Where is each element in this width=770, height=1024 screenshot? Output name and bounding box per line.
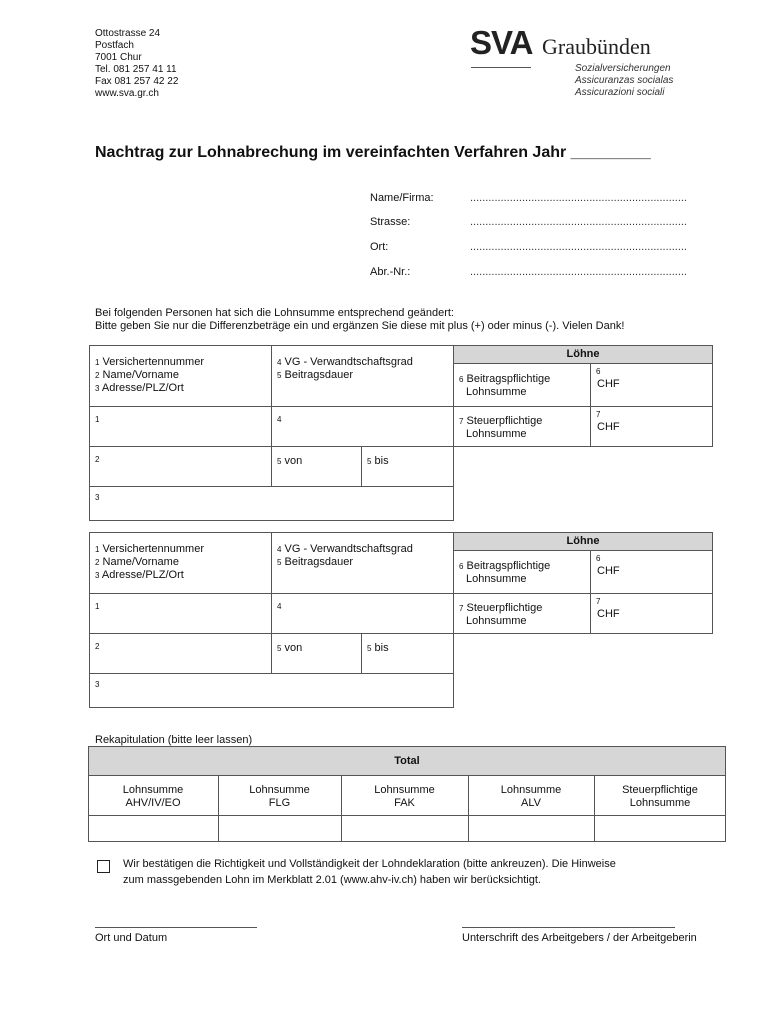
header-adresse: Adresse/PLZ/Ort	[101, 569, 184, 581]
abr-field[interactable]: .......................................................................	[470, 266, 687, 278]
header-name: Name/Vorname	[102, 369, 179, 381]
steuer-line-2: Lohnsumme	[466, 615, 527, 627]
bis-label: bis	[374, 455, 389, 467]
sup-3: 3	[95, 384, 100, 393]
cell-2-label: 2	[95, 455, 100, 464]
steuer-chf-input[interactable]: CHF	[597, 421, 620, 433]
header-beitragsdauer: Beitragsdauer	[284, 369, 354, 381]
confirm-checkbox[interactable]	[97, 860, 110, 873]
header-versichertennummer: Versichertennummer	[102, 543, 205, 555]
beitrag-line-2: Lohnsumme	[466, 386, 527, 398]
beitragspflichtige-label	[459, 560, 550, 586]
steuerpflichtige-label	[459, 602, 542, 628]
recap-col-flg-l2: FLG	[268, 797, 291, 809]
col-divider	[361, 633, 362, 673]
recap-col-fak-l1: Lohnsumme	[374, 784, 435, 796]
address-postbox: Postfach	[95, 40, 134, 51]
intro-line-1: Bei folgenden Personen hat sich die Lohnsumme entsprechend geändert:	[95, 307, 454, 319]
logo-mark: SVA	[470, 24, 533, 61]
recap-col-flg-l1: Lohnsumme	[249, 784, 310, 796]
address-web: www.sva.gr.ch	[95, 88, 159, 99]
intro-line-2: Bitte geben Sie nur die Differenzbeträge ein und ergänzen Sie diese mit plus (+) oder minus (-). Vielen Dank!	[95, 320, 625, 332]
person-block-1	[89, 345, 713, 521]
address-street: Ottostrasse 24	[95, 28, 161, 39]
recap-total-header: Total	[89, 747, 725, 776]
cell-3-label: 3	[95, 493, 100, 502]
city-label: Ort:	[370, 241, 389, 253]
steuer-line-1: Steuerpflichtige	[466, 602, 543, 614]
confirm-text	[123, 856, 616, 888]
name-input[interactable]	[90, 447, 270, 485]
von-cell[interactable]	[277, 642, 302, 655]
header-right	[277, 356, 413, 382]
name-label: Name/Firma:	[370, 192, 434, 204]
recap-col-fak-l2: FAK	[394, 797, 415, 809]
sup-1: 1	[95, 545, 100, 554]
row-divider	[453, 593, 713, 594]
sup-6: 6	[459, 562, 464, 571]
recap-col-steuer-l2: Lohnsumme	[629, 797, 691, 809]
beitragspflichtige-label	[459, 373, 550, 399]
header-left	[95, 543, 204, 582]
beitrag-chf-input[interactable]: CHF	[597, 378, 620, 390]
bis-cell[interactable]	[367, 642, 389, 655]
recap-ahv-input[interactable]	[89, 816, 218, 841]
sup-2: 2	[95, 558, 100, 567]
col-divider	[361, 446, 362, 486]
cell-4-label: 4	[277, 602, 282, 611]
sup-5: 5	[277, 371, 282, 380]
sup-6: 6	[459, 375, 464, 384]
abr-label: Abr.-Nr.:	[370, 266, 411, 278]
recap-col-alv-l2: ALV	[521, 797, 541, 809]
logo-name: Graubünden	[542, 34, 651, 59]
von-label: von	[284, 642, 303, 654]
loehne-header: Löhne	[454, 346, 712, 364]
header-versichertennummer: Versichertennummer	[102, 356, 205, 368]
bis-cell[interactable]	[367, 455, 389, 468]
row-divider	[453, 406, 713, 407]
recap-col-alv-l1: Lohnsumme	[500, 784, 562, 796]
beitrag-line-1: Beitragspflichtige	[466, 373, 551, 385]
von-label: von	[284, 455, 303, 467]
steuer-line-1: Steuerpflichtige	[466, 415, 543, 427]
loehne-header: Löhne	[454, 533, 712, 551]
cell-2-label: 2	[95, 642, 100, 651]
recap-col-alv	[468, 784, 594, 810]
header-adresse: Adresse/PLZ/Ort	[101, 382, 184, 394]
confirm-line-1: Wir bestätigen die Richtigkeit und Vollständigkeit der Lohndeklaration (bitte ankreuzen). Die Hinweise	[123, 858, 616, 870]
von-cell[interactable]	[277, 455, 302, 468]
recap-fak-input[interactable]	[342, 816, 468, 841]
steuer-line-2: Lohnsumme	[466, 428, 527, 440]
address-tel: Tel. 081 257 41 11	[95, 64, 177, 75]
recap-col-ahv-l1: Lohnsumme	[122, 784, 184, 796]
street-label: Strasse:	[370, 216, 411, 228]
intro-text	[95, 307, 624, 333]
header-name: Name/Vorname	[102, 556, 179, 568]
city-field[interactable]: .......................................................................	[470, 241, 687, 253]
signature-line[interactable]	[462, 927, 675, 928]
versichertennummer-input[interactable]	[90, 407, 270, 445]
logo-sub-rm: Assicuranzas socialas	[575, 75, 674, 86]
recap-col-steuer	[594, 784, 726, 810]
cell-4-label: 4	[277, 415, 282, 424]
sup-5: 5	[367, 457, 372, 466]
cell-6-label: 6	[596, 367, 601, 376]
bis-label: bis	[374, 642, 389, 654]
header-vg: VG - Verwandtschaftsgrad	[284, 543, 413, 555]
sup-4: 4	[277, 545, 282, 554]
sup-5: 5	[277, 558, 282, 567]
sup-2: 2	[95, 371, 100, 380]
recap-col-ahv-l2: AHV/IV/EO	[125, 797, 181, 809]
cell-7-label: 7	[596, 597, 601, 606]
header-right	[277, 543, 413, 569]
date-line[interactable]	[95, 927, 257, 928]
recap-label: Rekapitulation (bitte leer lassen)	[95, 734, 253, 746]
logo-subtitle	[575, 63, 673, 99]
sender-address	[95, 28, 178, 100]
cell-7-label: 7	[596, 410, 601, 419]
logo-rule	[471, 67, 531, 68]
sup-4: 4	[277, 358, 282, 367]
sup-1: 1	[95, 358, 100, 367]
address-fax: Fax 081 257 42 22	[95, 76, 179, 87]
sup-7: 7	[459, 604, 464, 613]
sup-3: 3	[95, 571, 100, 580]
adresse-input[interactable]	[90, 674, 453, 707]
sup-5: 5	[277, 457, 282, 466]
versichertennummer-input[interactable]	[90, 594, 270, 632]
recap-col-steuer-l1: Steuerpflichtige	[622, 784, 698, 796]
cell-6-label: 6	[596, 554, 601, 563]
col-divider	[590, 363, 591, 447]
logo-sub-de: Sozialversicherungen	[575, 63, 671, 74]
recap-steuer-input[interactable]	[595, 816, 725, 841]
recap-flg-input[interactable]	[219, 816, 341, 841]
name-input[interactable]	[90, 634, 270, 672]
beitrag-line-1: Beitragspflichtige	[466, 560, 551, 572]
col-divider	[590, 550, 591, 634]
confirm-line-2: zum massgebenden Lohn im Merkblatt 2.01 (www.ahv-iv.ch) haben wir berücksichtigt.	[123, 874, 541, 886]
page-title: Nachtrag zur Lohnabrechung im vereinfachten Verfahren Jahr _________	[95, 144, 651, 161]
person-block-2	[89, 532, 713, 708]
adresse-input[interactable]	[90, 487, 453, 520]
recap-col-fak	[341, 784, 468, 810]
vg-input[interactable]	[272, 594, 453, 632]
address-city: 7001 Chur	[95, 52, 142, 63]
beitrag-chf-input[interactable]: CHF	[597, 565, 620, 577]
cell-1-label: 1	[95, 602, 100, 611]
header-beitragsdauer: Beitragsdauer	[284, 556, 354, 568]
recap-col-ahv	[88, 784, 218, 810]
beitrag-line-2: Lohnsumme	[466, 573, 527, 585]
street-field[interactable]: .......................................................................	[470, 216, 687, 228]
header-left	[95, 356, 204, 395]
signature-label: Unterschrift des Arbeitgebers / der Arbeitgeberin	[462, 932, 697, 944]
sup-7: 7	[459, 417, 464, 426]
sup-5: 5	[367, 644, 372, 653]
logo-sub-it: Assicurazioni sociali	[575, 87, 665, 98]
steuerpflichtige-label	[459, 415, 542, 441]
date-label: Ort und Datum	[95, 932, 168, 944]
name-field[interactable]: .......................................................................	[470, 192, 687, 204]
cell-3-label: 3	[95, 680, 100, 689]
recap-table	[88, 746, 726, 842]
cell-1-label: 1	[95, 415, 100, 424]
recap-col-flg	[218, 784, 341, 810]
vg-input[interactable]	[272, 407, 453, 445]
steuer-chf-input[interactable]: CHF	[597, 608, 620, 620]
recap-alv-input[interactable]	[469, 816, 594, 841]
header-vg: VG - Verwandtschaftsgrad	[284, 356, 413, 368]
sup-5: 5	[277, 644, 282, 653]
